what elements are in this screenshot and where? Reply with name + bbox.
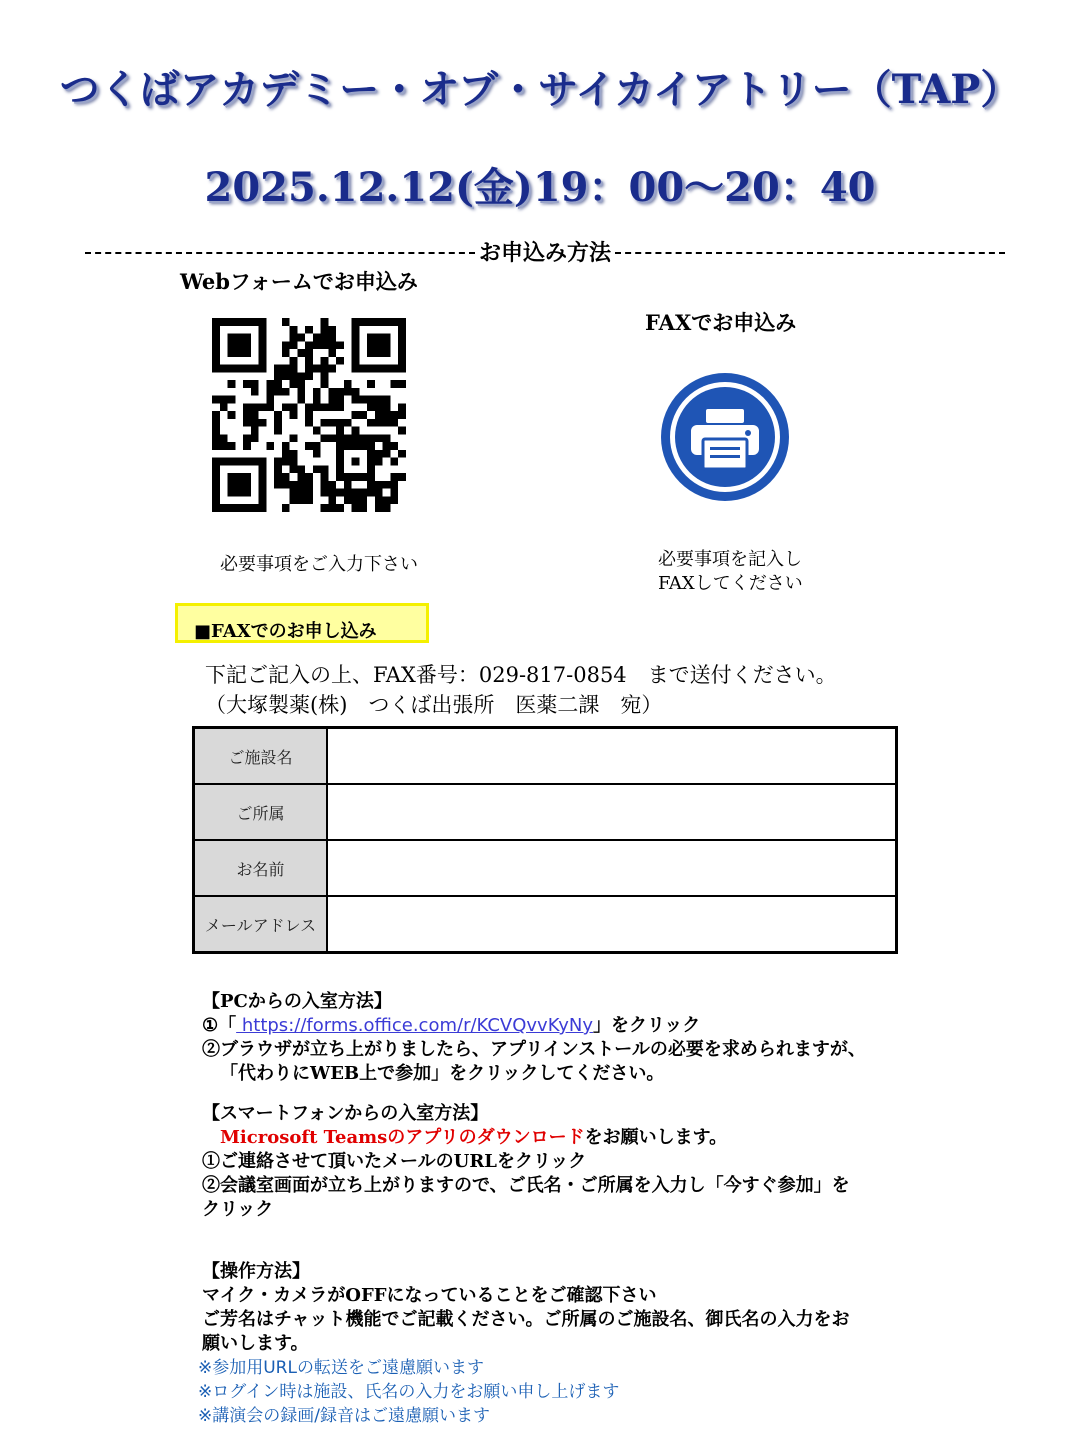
printer-icon [660,372,790,502]
form-field-name[interactable] [327,840,897,896]
divider-dash-left [85,252,475,254]
web-form-heading: Webフォームでお申込み [180,269,418,294]
section-label: お申込み方法 [479,239,612,266]
form-field-email[interactable] [327,896,897,953]
caution-notes [198,1356,619,1428]
operation-line1: マイク・カメラがOFFになっていることをご確認下さい [202,1285,657,1306]
operation-line2: ご芳名はチャット機能でご記載ください。ご所属のご施設名、御氏名の入力をお [202,1309,850,1330]
pc-step1-prefix: ①「 [202,1015,237,1036]
form-label-facility: ご施設名 [194,728,328,785]
download-suffix: をお願いします。 [584,1127,728,1148]
event-datetime: 2025.12.12(金)19：00～20：40 [204,164,876,211]
form-field-facility[interactable] [327,728,897,785]
form-label-name: お名前 [194,840,328,896]
caution-note: ※参加用URLの転送をご遠慮願います [198,1358,484,1378]
form-row-facility [194,728,897,785]
divider-dash-right [615,252,1005,254]
smartphone-download [202,1126,942,1150]
pc-heading: 【PCからの入室方法】 [202,991,392,1012]
pc-step2-line1: ②ブラウザが立ち上がりましたら、アプリインストールの必要を求められますが、 [202,1039,866,1060]
fax-form-table [192,726,898,954]
smartphone-step2-line2: クリック [202,1199,274,1220]
form-row-affiliation [194,784,897,840]
fax-note-line1: 必要事項を記入し [658,549,802,570]
smartphone-heading: 【スマートフォンからの入室方法】 [202,1103,489,1124]
form-row-email [194,896,897,953]
fax-number-line: 下記ご記入の上、FAX番号：029‐817‐0854 まで送付ください。 [205,663,837,687]
pc-step1-suffix: 」をクリック [592,1015,701,1036]
fax-section-badge: ■FAXでのお申し込み [175,603,429,643]
qr-code-icon[interactable] [212,318,406,512]
fax-recipient-line: （大塚製薬(株) つくば出張所 医薬二課 宛） [205,693,663,717]
operation-line3: 願いします。 [202,1333,309,1354]
forms-link[interactable]: https://forms.office.com/r/KCVQvvKyNy [236,1015,593,1036]
form-field-affiliation[interactable] [327,784,897,840]
caution-note: ※ログイン時は施設、氏名の入力をお願い申し上げます [198,1382,620,1402]
fax-instructions [205,660,837,720]
fax-note [658,548,803,596]
join-instructions [202,990,942,1356]
form-label-email: メールアドレス [194,896,328,953]
smartphone-step1: ①ご連絡させて頂いたメールのURLをクリック [202,1151,587,1172]
operation-heading: 【操作方法】 [202,1261,310,1282]
teams-download-text: Microsoft Teamsのアプリのダウンロード [220,1127,585,1148]
web-note: 必要事項をご入力下さい [220,554,418,575]
pc-step1 [202,1014,942,1038]
form-row-name [194,840,897,896]
fax-heading: FAXでお申込み [645,310,797,335]
smartphone-step2-line1: ②会議室画面が立ち上がりますので、ご氏名・ご所属を入力し「今すぐ参加」を [202,1175,850,1196]
caution-note: ※講演会の録画/録音はご遠慮願います [198,1406,490,1426]
pc-step2-line2: 「代わりにWEB上で参加」をクリックしてください。 [220,1063,665,1084]
section-divider [85,234,1005,268]
page-title: つくばアカデミー・オブ・サイカイアトリー（TAP） [59,66,1021,113]
form-label-affiliation: ご所属 [194,784,328,840]
fax-note-line2: FAXしてください [658,573,803,594]
